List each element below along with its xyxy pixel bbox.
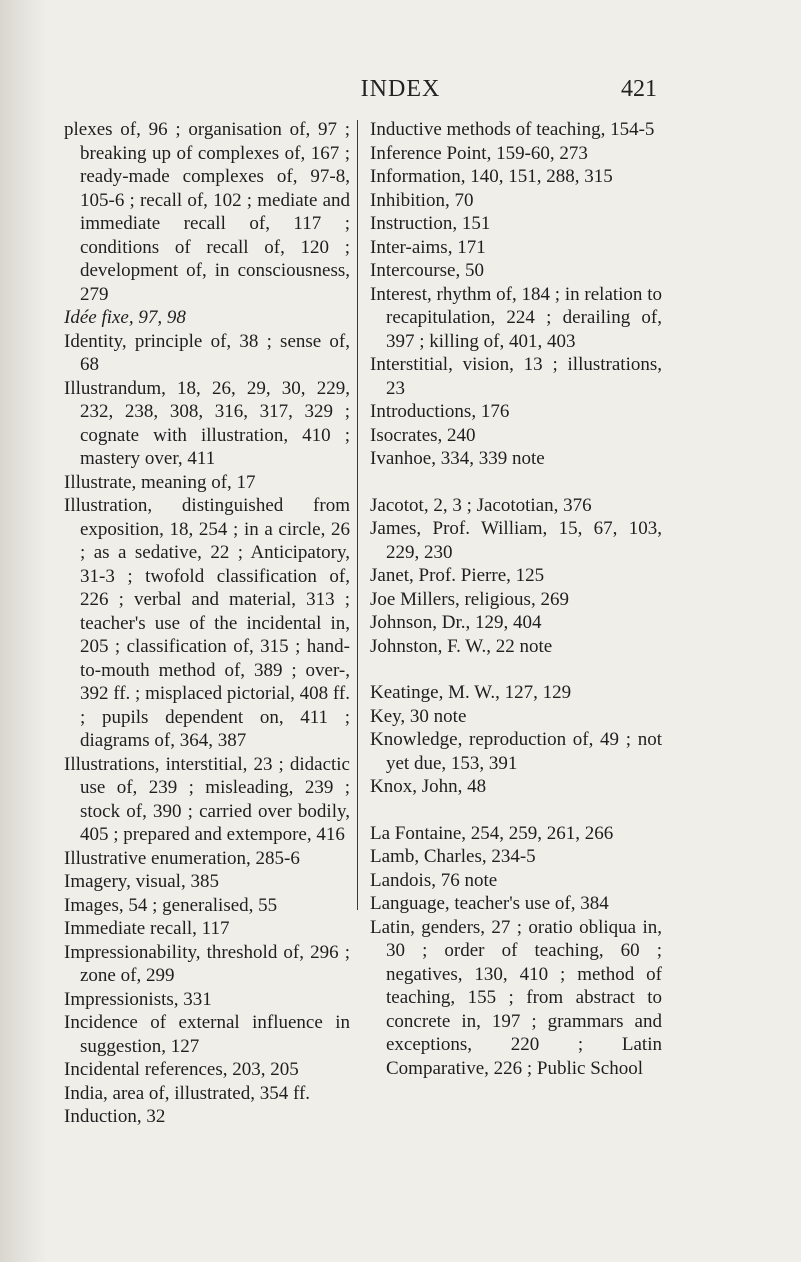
index-entry: Interstitial, vision, 13 ; illustrations, 23 bbox=[370, 354, 662, 399]
index-entry: Inter-aims, 171 bbox=[370, 236, 486, 258]
index-column-right bbox=[370, 118, 662, 1080]
index-entry: Intercourse, 50 bbox=[370, 260, 484, 281]
index-entry: La Fontaine, 254, 259, 261, 266 bbox=[370, 822, 614, 844]
index-entry: Johnston, F. W., 22 note bbox=[370, 635, 553, 657]
index-entry: Keatinge, M. W., 127, 129 bbox=[370, 682, 572, 703]
index-entry: Immediate recall, 117 bbox=[64, 918, 230, 939]
index-entry: Language, teacher's use of, 384 bbox=[370, 893, 609, 914]
index-entry: Illustrate, meaning of, 17 bbox=[64, 471, 256, 493]
index-entry: Knowledge, reproduction of, 49 ; not yet due, 153, 391 bbox=[370, 729, 662, 774]
index-entry: Images, 54 ; generalised, 55 bbox=[64, 894, 278, 916]
index-entry: Incidence of external influence in suggestion, 127 bbox=[64, 1012, 350, 1057]
index-entry: Latin, genders, 27 ; oratio obliqua in, 30 ; order of teaching, 60 ; negatives, 130, 410 ; method of teaching, 155 ; from abstract to concrete in, 197 ; grammars and exceptions, 220 ; Latin Comparative, 226 ; Public School bbox=[370, 916, 662, 1079]
index-entry: Joe Millers, religious, 269 bbox=[370, 588, 569, 610]
index-entry: Interest, rhythm of, 184 ; in relation to recapitulation, 224 ; derailing of, 397 ; killing of, 401, 403 bbox=[370, 283, 662, 352]
running-header-title: INDEX bbox=[360, 76, 441, 102]
index-entry: Knox, John, 48 bbox=[370, 776, 487, 797]
page-number: 421 bbox=[621, 76, 657, 102]
index-entry: Instruction, 151 bbox=[370, 213, 491, 234]
index-entry: Idée fixe, 97, 98 bbox=[64, 307, 186, 328]
index-entry: Imagery, visual, 385 bbox=[64, 871, 219, 892]
index-entry: Illustration, distinguished from exposition, 18, 254 ; in a circle, 26 ; as a sedative, 22 ; Anticipatory, 31-3 ; twofold classification of, 226 ; verbal and material, 313 ; teacher's use of the incidental in, 205 ; classification of, 315 ; hand-to-mouth method of, 389 ; over-, 392 ff. ; misplaced pictorial, 408 ff. ; pupils dependent on, 411 ; diagrams of, 364, 387 bbox=[64, 495, 350, 751]
index-entry: Illustrative enumeration, 285-6 bbox=[64, 847, 300, 869]
index-entry: James, Prof. William, 15, 67, 103, 229, 230 bbox=[370, 518, 662, 563]
index-entry: Induction, 32 bbox=[64, 1106, 166, 1127]
index-entry: Illustrandum, 18, 26, 29, 30, 229, 232, 238, 308, 316, 317, 329 ; cognate with illustration, 410 ; mastery over, 411 bbox=[64, 377, 350, 469]
index-entry: Impressionists, 331 bbox=[64, 988, 212, 1010]
index-entry: Inhibition, 70 bbox=[370, 189, 474, 211]
index-entry: Inductive methods of teaching, 154-5 bbox=[370, 119, 655, 140]
index-entry: Identity, principle of, 38 ; sense of, 68 bbox=[64, 330, 350, 375]
index-entry: plexes of, 96 ; organisation of, 97 ; breaking up of complexes of, 167 ; ready-made complexes of, 97-8, 105-6 ; recall of, 102 ; mediate and immediate recall of, 117 ; conditions of recall of, 120 ; development of, in consciousness, 279 bbox=[64, 119, 350, 305]
index-entry: India, area of, illustrated, 354 ff. bbox=[64, 1082, 311, 1104]
index-entry: Lamb, Charles, 234-5 bbox=[370, 846, 536, 867]
index-entry: Landois, 76 note bbox=[370, 869, 498, 891]
index-entry: Impressionability, threshold of, 296 ; zone of, 299 bbox=[64, 941, 350, 986]
index-entry: Inference Point, 159-60, 273 bbox=[370, 142, 588, 164]
index-entry: Johnson, Dr., 129, 404 bbox=[370, 612, 542, 633]
index-entry: Isocrates, 240 bbox=[370, 424, 476, 446]
index-entry: Introductions, 176 bbox=[370, 401, 510, 422]
index-entry: Information, 140, 151, 288, 315 bbox=[370, 166, 613, 187]
index-entry: Illustrations, interstitial, 23 ; didactic use of, 239 ; misleading, 239 ; stock of, 390 ; carried over bodily, 405 ; prepared and extempore, 416 bbox=[64, 753, 350, 845]
index-entry: Janet, Prof. Pierre, 125 bbox=[370, 565, 545, 586]
index-entry: Incidental references, 203, 205 bbox=[64, 1059, 299, 1080]
index-entry: Key, 30 note bbox=[370, 705, 467, 727]
index-column-left bbox=[64, 118, 350, 1129]
index-entry: Ivanhoe, 334, 339 note bbox=[370, 448, 545, 469]
page-gutter-shadow bbox=[0, 0, 46, 1262]
column-divider bbox=[357, 120, 358, 910]
index-entry: Jacotot, 2, 3 ; Jacototian, 376 bbox=[370, 494, 592, 516]
